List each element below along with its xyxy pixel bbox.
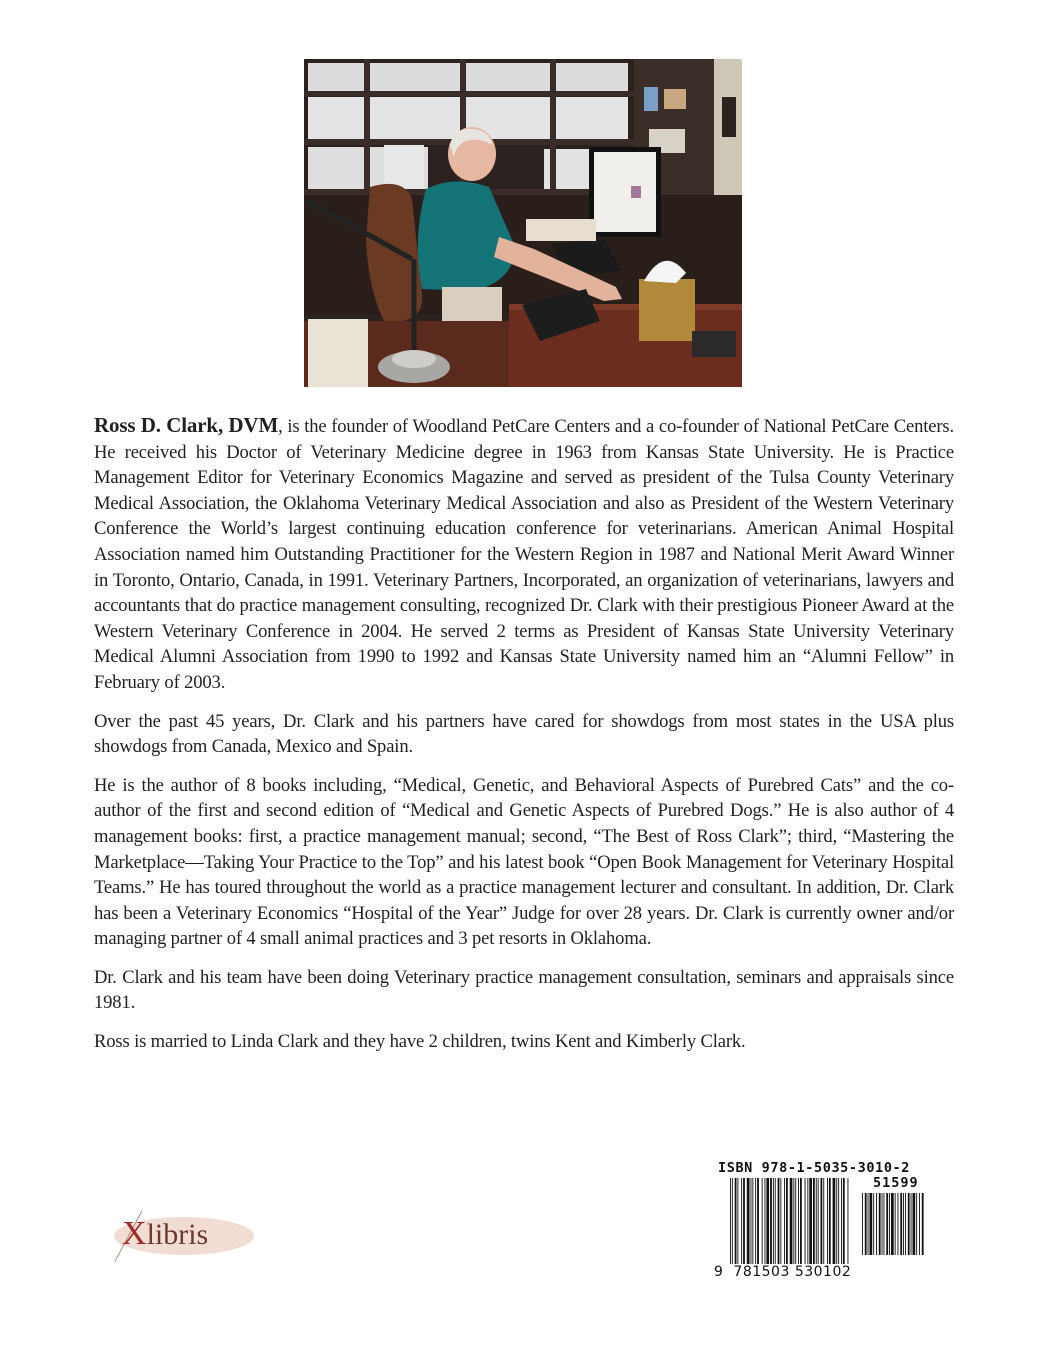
barcode-bar <box>795 1178 796 1268</box>
author-biography <box>94 413 954 1068</box>
bio-paragraph: He is the author of 8 books including, “Medical, Genetic, and Behavioral Aspects of Purebred Cats” and the co-author of the first and second edition of “Medical and Genetic Aspects of Purebred Dogs.” He is also author of 4 management books: first, a practice management manual; second, “The Best of Ross Clark”; third, “Mastering the Marketplace—Taking Your Practice to the Top” and his latest book “Open Book Management for Veterinary Hospital Teams.” He has toured throughout the world as a practice management lecturer and consultant. In addition, Dr. Clark has been a Veterinary Economics “Hospital of the Year” Judge for over 28 years. Dr. Clark is currently owner and/or managing partner of 4 small animal practices and 3 pet resorts in Oklahoma. <box>94 774 954 950</box>
barcode-bar <box>848 1178 849 1276</box>
isbn-label: ISBN 978-1-5035-3010-2 <box>718 1160 911 1176</box>
barcode-bar <box>891 1193 894 1255</box>
bio-paragraph: Over the past 45 years, Dr. Clark and his partners have cared for showdogs from most states in the USA plus showdogs from Canada, Mexico and Spain. <box>94 710 954 758</box>
barcode-bar <box>793 1178 794 1268</box>
barcode-bar <box>743 1178 745 1268</box>
barcode-bar <box>807 1178 808 1268</box>
barcode-bar <box>900 1193 902 1255</box>
author-photo <box>304 59 742 387</box>
barcode-bar <box>911 1193 912 1255</box>
barcode-bar <box>823 1178 824 1268</box>
computer-monitor <box>589 147 661 237</box>
barcode-bar <box>762 1178 763 1268</box>
barcode-bar <box>836 1178 837 1268</box>
barcode-bar <box>838 1178 839 1268</box>
barcode-bar <box>755 1178 756 1268</box>
barcode-bar <box>905 1193 906 1255</box>
calculator <box>692 331 736 357</box>
barcode-bar <box>833 1178 836 1268</box>
barcode-bar <box>919 1193 920 1255</box>
barcode-bar <box>818 1178 819 1268</box>
publisher-logo <box>108 1205 258 1265</box>
barcode-bar <box>870 1193 873 1255</box>
barcode-bar <box>751 1178 752 1268</box>
barcode-bar <box>879 1193 881 1255</box>
barcode-bar <box>747 1178 750 1268</box>
barcode-bar <box>862 1193 863 1255</box>
barcode-bar <box>882 1193 883 1255</box>
isbn-barcode <box>712 1160 932 1300</box>
barcode-bar <box>732 1178 733 1276</box>
barcode-bar <box>908 1193 910 1255</box>
barcode-bar <box>790 1178 793 1276</box>
barcode-bar <box>903 1193 904 1255</box>
author-name: Ross D. Clark, DVM <box>94 413 279 437</box>
barcode-bar <box>913 1193 916 1255</box>
barcode-bar <box>898 1193 899 1255</box>
barcode-bar <box>766 1178 769 1268</box>
author-photo-illustration <box>304 59 742 387</box>
barcode-bar <box>886 1193 888 1255</box>
barcode-bar <box>778 1178 780 1268</box>
barcode-bar <box>827 1178 828 1268</box>
barcode-bar <box>813 1178 815 1268</box>
barcode-bar <box>816 1178 817 1268</box>
barcode-bars-main <box>730 1178 850 1276</box>
barcode-bar <box>738 1178 739 1268</box>
barcode-bar <box>765 1178 766 1268</box>
price-code: 51599 <box>873 1175 919 1191</box>
barcode-bar <box>775 1178 776 1268</box>
newspaper <box>526 219 596 241</box>
barcode-bar <box>876 1193 877 1255</box>
barcode-bar <box>786 1178 788 1268</box>
barcode-bar <box>735 1178 737 1268</box>
logo-wordmark: Xlibris <box>122 1215 209 1252</box>
tissue-box <box>639 279 695 341</box>
barcode-bar <box>895 1193 896 1255</box>
barcode-bar <box>841 1178 842 1268</box>
barcode-bar <box>829 1178 831 1268</box>
barcode-bar <box>752 1178 753 1268</box>
barcode-number: 9 781503 530102 <box>714 1264 852 1280</box>
barcode-bar <box>773 1178 774 1268</box>
barcode-bar <box>868 1193 869 1255</box>
barcode-bar <box>798 1178 799 1268</box>
barcode-bar <box>884 1193 885 1255</box>
barcode-bar <box>843 1178 845 1268</box>
barcode-bar <box>809 1178 812 1268</box>
barcode-bar <box>800 1178 802 1268</box>
barcode-bar <box>780 1178 781 1268</box>
barcode-bar <box>805 1178 806 1268</box>
barcode-bar <box>757 1178 759 1268</box>
barcode-bar <box>865 1193 867 1255</box>
barcode-bar <box>741 1178 742 1268</box>
barcode-bar <box>730 1178 731 1276</box>
barcode-bar <box>922 1193 924 1255</box>
barcode-bar <box>821 1178 823 1268</box>
bio-paragraph: Ross D. Clark, DVM, is the founder of Woodland PetCare Centers and a co-founder of National PetCare Centers. He received his Doctor of Veterinary Medicine degree in 1963 from Kansas State University. He is Practice Management Editor for Veterinary Economics Magazine and served as president of the Tulsa County Veterinary Medical Association, the Oklahoma Veterinary Medical Association and also as President of the Western Veterinary Conference the World’s largest continuing education conference for veterinarians. American Animal Hospital Association named him Outstanding Practitioner for the Western Region in 1987 and National Merit Award Winner in Toronto, Ontario, Canada, in 1991. Veterinary Partners, Incorporated, an organization of veterinarians, lawyers and accountants that do practice management consulting, recognized Dr. Clark with their prestigious Pioneer Award at the Western Veterinary Conference in 2004. He served 2 terms as President of Kansas State University Veterinary Medical Alumni Association from 1990 to 1992 and Kansas State University named him an “Alumni Fellow” in February of 2003. <box>94 413 954 693</box>
barcode-bar <box>770 1178 772 1268</box>
barcode-bar <box>873 1193 874 1255</box>
bio-paragraph: Dr. Clark and his team have been doing Veterinary practice management consultation, seminars and appraisals since 1981. <box>94 966 954 1014</box>
barcode-bars-addon <box>862 1193 924 1263</box>
barcode-bar <box>784 1178 785 1268</box>
bio-paragraph: Ross is married to Linda Clark and they have 2 children, twins Kent and Kimberly Clark. <box>94 1031 746 1053</box>
magazine <box>308 319 368 387</box>
barcode-bar <box>889 1193 890 1255</box>
barcode-bar <box>916 1193 917 1255</box>
